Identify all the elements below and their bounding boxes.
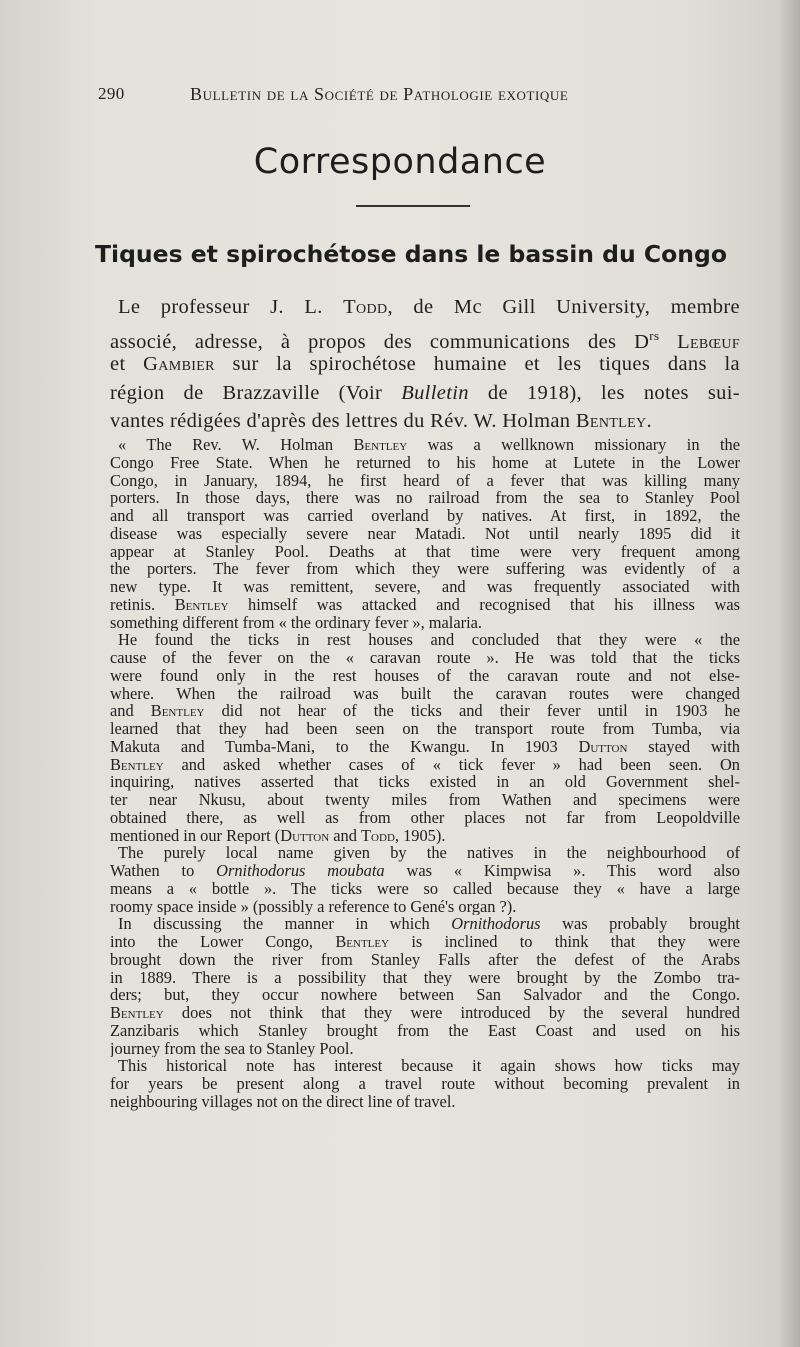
body-line: inquiring, natives asserted that ticks existed in an old Government shel-	[110, 773, 740, 791]
body-line: brought down the river from Stanley Falls after the defest of the Arabs	[110, 950, 740, 969]
body-line: where. When the railroad was built the caravan routes were changed	[110, 684, 740, 703]
body-line: roomy space inside » (possibly a reference to Gené's organ ?).	[110, 897, 517, 916]
intro-line: associé, adresse, à propos des communications des $D^{rs}$ Lebœuf	[110, 327, 740, 353]
body-line: new type. It was remittent, severe, and was frequently associated with	[110, 578, 740, 596]
intro-line: Le professeur J. L. Todd, de Mc Gill University, membre	[118, 296, 740, 318]
page-spine-shadow	[778, 0, 800, 1347]
body-line: Bentley and asked whether cases of « tick fever » had been seen. On	[110, 755, 740, 774]
body-line: Congo, in January, 1894, he first heard of a fever that was killing many	[110, 471, 740, 490]
author-name: Gambier	[143, 353, 215, 375]
body-line: obtained there, as well as from other places not far from Leopoldville	[110, 808, 740, 827]
body-line: porters. In those days, there was no railroad from the sea to Stanley Pool	[110, 489, 740, 507]
body-line: and all transport was carried overland by natives. At first, in 1892, the	[110, 507, 740, 525]
intro-line: région de Brazzaville (Voir Bulletin de 1918), les notes sui-	[110, 381, 740, 404]
running-head	[98, 84, 683, 108]
body-line: Wathen to Ornithodorus moubata was « Kimpwisa ». This word also	[110, 862, 740, 880]
body-line: into the Lower Congo, Bentley is inclined to think that they were	[110, 933, 740, 951]
body-line: were found only in the rest houses of the caravan route and not else-	[110, 666, 740, 685]
body-line: This historical note has interest because it again shows how ticks may	[118, 1057, 740, 1075]
author-name: Todd	[343, 296, 388, 318]
page-number: 290	[98, 84, 125, 103]
body-line: something different from « the ordinary fever », malaria.	[110, 613, 482, 632]
intro-line: vantes rédigées d'après des lettres du Rév. W. Holman Bentley.	[110, 410, 652, 432]
body-line: The purely local name given by the natives in the neighbourhood of	[118, 844, 740, 862]
body-line: means a « bottle ». The ticks were so called because they « have a large	[110, 879, 740, 898]
body-line: journey from the sea to Stanley Pool.	[110, 1039, 354, 1058]
body-line: In discussing the manner in which Ornithodorus was probably brought	[118, 915, 740, 933]
body-line: and Bentley did not hear of the ticks and their fever until in 1903 he	[110, 702, 740, 720]
body-line: ders; but, they occur nowhere between San Salvador and the Congo.	[110, 986, 740, 1004]
body-line: disease was especially severe near Matadi. Not until nearly 1895 did it	[110, 524, 740, 543]
body-line: learned that they had been seen on the transport route from Tumba, via	[110, 720, 740, 738]
body-line: He found the ticks in rest houses and concluded that they were « the	[118, 631, 740, 649]
body-line: retinis. Bentley himself was attacked and recognised that his illness was	[110, 595, 740, 614]
body-line: in 1889. There is a possibility that they were brought by the Zombo tra-	[110, 968, 740, 987]
body-line: the porters. The fever from which they were suffering was evidently of a	[110, 560, 740, 578]
body-line: for years be present along a travel route without becoming prevalent in	[110, 1075, 740, 1093]
body-line: Zanzibaris which Stanley brought from the East Coast and used on his	[110, 1021, 740, 1040]
intro-paragraph	[110, 293, 740, 436]
body-line: ter near Nkusu, about twenty miles from Wathen and specimens were	[110, 791, 740, 809]
body-line: Congo Free State. When he returned to his home at Lutete in the Lower	[110, 453, 740, 472]
body-line: cause of the fever on the « caravan route ». He was told that the ticks	[110, 649, 740, 667]
body-line: Makuta and Tumba-Mani, to the Kwangu. In 1903 Dutton stayed with	[110, 737, 740, 756]
body-line: appear at Stanley Pool. Deaths at that time were very frequent among	[110, 542, 740, 561]
intro-line: et Gambier sur la spirochétose humaine et les tiques dans la	[110, 353, 740, 375]
author-name: Bentley	[575, 410, 647, 432]
body-line: mentioned in our Report (Dutton and Todd, 1905).	[110, 826, 446, 845]
title-rule	[356, 205, 470, 207]
body-line: Bentley does not think that they were introduced by the several hundred	[110, 1004, 740, 1022]
article-title: Tiques et spirochétose dans le bassin du Congo	[95, 240, 727, 268]
journal-title: Bulletin de la Société de Pathologie exotique	[190, 84, 569, 104]
body-line: « The Rev. W. Holman Bentley was a wellknown missionary in the	[118, 436, 740, 454]
letter-body	[110, 436, 740, 1111]
body-line: neighbouring villages not on the direct line of travel.	[110, 1092, 456, 1111]
section-title: Correspondance	[253, 142, 547, 182]
author-name: Lebœuf	[677, 330, 740, 353]
